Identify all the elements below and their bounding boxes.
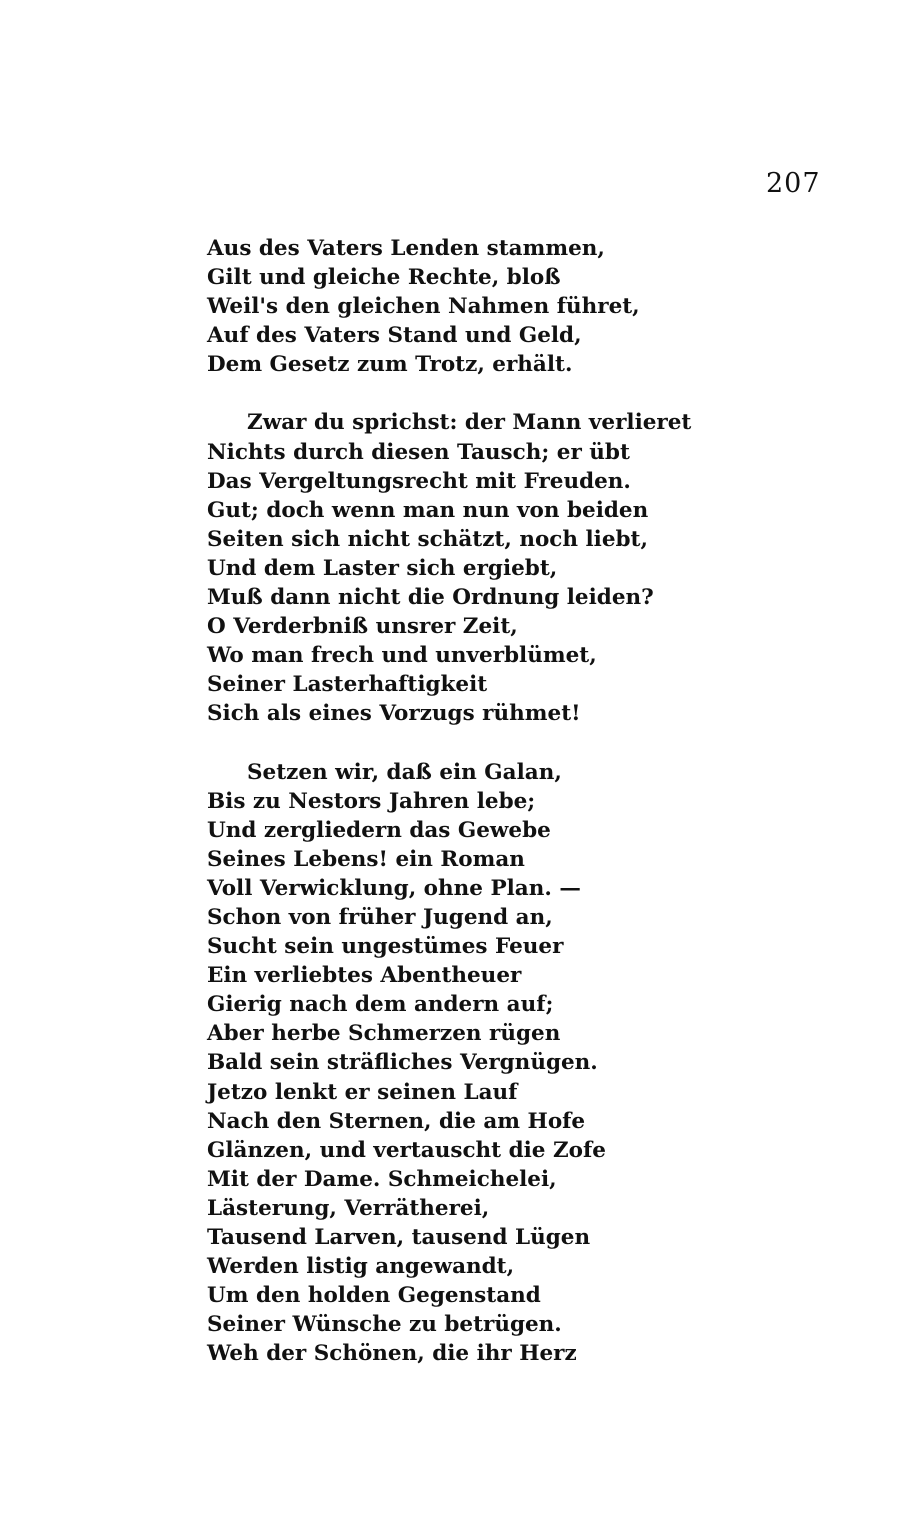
verse-line: O Verderbniß unsrer Zeit, bbox=[207, 614, 518, 640]
verse-line: Und zergliedern das Gewebe bbox=[207, 817, 551, 843]
verse-line-first: Zwar du sprichst: der Mann verlieret bbox=[247, 410, 692, 436]
verse-line: Nach den Sternen, die am Hofe bbox=[207, 1108, 586, 1134]
stanza-3 bbox=[207, 758, 807, 1369]
verse-line: Das Vergeltungsrecht mit Freuden. bbox=[207, 468, 631, 494]
verse-line: Seines Lebens! ein Roman bbox=[207, 846, 525, 872]
verse-line: Seiner Lasterhaftigkeit bbox=[207, 672, 488, 698]
verse-line: Auf des Vaters Stand und Geld, bbox=[207, 323, 582, 349]
verse-line-first: Setzen wir, daß ein Galan, bbox=[247, 759, 562, 785]
verse-line: Seiner Wünsche zu betrügen. bbox=[207, 1312, 562, 1338]
page-number: 207 bbox=[766, 168, 821, 199]
verse-line: Glänzen, und vertauscht die Zofe bbox=[207, 1137, 606, 1163]
verse-line: Aus des Vaters Lenden stammen, bbox=[207, 236, 605, 261]
verse-line: Bald sein sträfliches Vergnügen. bbox=[207, 1050, 598, 1076]
verse-line: Tausend Larven, tausend Lügen bbox=[207, 1225, 591, 1250]
stanza-2 bbox=[207, 408, 807, 728]
verse-line: Dem Gesetz zum Trotz, erhält. bbox=[207, 352, 573, 378]
verse-line: Gierig nach dem andern auf; bbox=[207, 992, 554, 1018]
verse-line: Um den holden Gegenstand bbox=[207, 1283, 541, 1309]
verse-line: Ein verliebtes Abentheuer bbox=[207, 963, 522, 989]
verse-line: Aber herbe Schmerzen rügen bbox=[207, 1021, 561, 1047]
verse-line: Wo man frech und unverblümet, bbox=[207, 643, 597, 669]
verse-line: Mit der Dame. Schmeichelei, bbox=[207, 1166, 557, 1192]
verse-line: Gut; doch wenn man nun von beiden bbox=[207, 497, 649, 523]
verse-line: Gilt und gleiche Rechte, bloß bbox=[207, 265, 561, 291]
stanza-1 bbox=[207, 234, 807, 379]
poem-body bbox=[207, 234, 807, 1368]
verse-line: Lästerung, Verrätherei, bbox=[207, 1195, 490, 1221]
verse-line: Werden listig angewandt, bbox=[207, 1254, 515, 1280]
verse-line: Schon von früher Jugend an, bbox=[207, 904, 553, 930]
verse-line: Nichts durch diesen Tausch; er übt bbox=[207, 439, 630, 465]
verse-line: Seiten sich nicht schätzt, noch liebt, bbox=[207, 526, 648, 552]
verse-line: Sucht sein ungestümes Feuer bbox=[207, 934, 564, 960]
verse-line: Weil's den gleichen Nahmen führet, bbox=[207, 294, 640, 320]
verse-line: Voll Verwicklung, ohne Plan. — bbox=[207, 875, 581, 901]
verse-line: Und dem Laster sich ergiebt, bbox=[207, 555, 558, 581]
verse-line: Weh der Schönen, die ihr Herz bbox=[207, 1341, 577, 1367]
verse-line: Bis zu Nestors Jahren lebe; bbox=[207, 788, 536, 814]
verse-line: Sich als eines Vorzugs rühmet! bbox=[207, 701, 581, 727]
verse-line: Muß dann nicht die Ordnung leiden? bbox=[207, 585, 654, 611]
verse-line: Jetzo lenkt er seinen Lauf bbox=[207, 1079, 518, 1105]
